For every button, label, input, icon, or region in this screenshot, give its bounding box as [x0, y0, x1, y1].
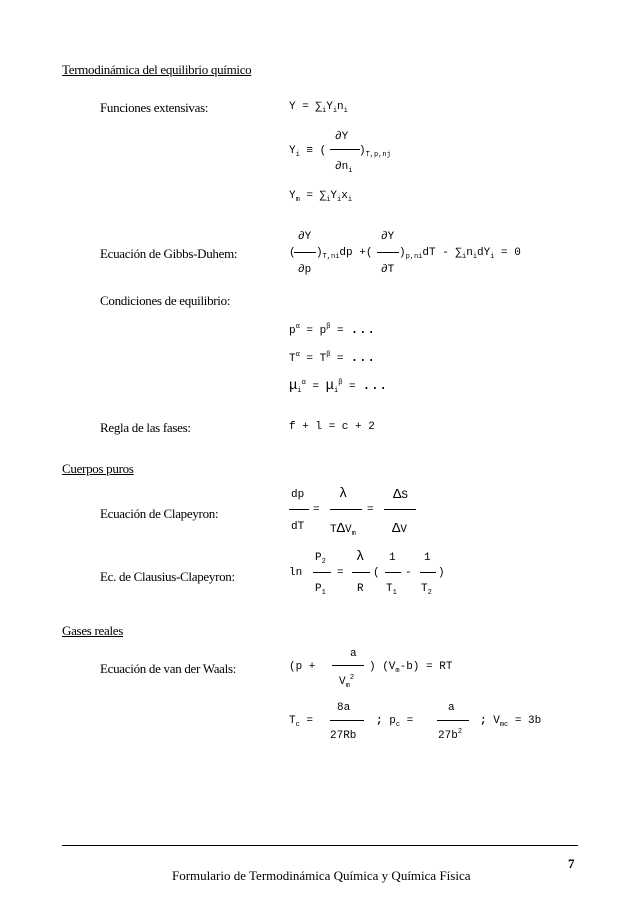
gd-open-1: ( [289, 247, 296, 259]
vdw-open: (p + [289, 661, 316, 673]
cc-minus: - [405, 567, 412, 579]
crit-den-27rb: 27Rb [330, 730, 357, 742]
label-gibbs-duhem: Ecuación de Gibbs-Duhem: [100, 246, 238, 261]
label-regla-fases: Regla de las fases: [100, 420, 191, 435]
fraction-bar [332, 665, 364, 666]
formula-yi-numerator: ∂Y [335, 131, 349, 143]
cc-den-t1: $T_1$ [386, 583, 397, 597]
crit-den-27b2: $27b^2$ [438, 728, 463, 742]
cc-num-1b: 1 [424, 552, 431, 564]
formula-y-sum: $Y = \sum_iY_in_i$ [289, 101, 348, 115]
formula-mu-equal: $\mu_i^\alpha = \mu_i^\beta$ = ... [289, 378, 388, 395]
vdw-num-a: a [350, 648, 357, 660]
label-funciones-extensivas: Funciones extensivas: [100, 100, 209, 115]
gd-tail: )$_{p,ni}dT - \sum_in_idY_i = 0$ [399, 247, 521, 261]
gd-num-1: ∂Y [298, 231, 312, 243]
fraction-bar [330, 149, 360, 150]
fraction-bar [437, 720, 469, 721]
gd-den-2: ∂T [381, 264, 395, 276]
formula-yi-close: )$_{T,p,nj}$ [359, 145, 391, 159]
clap-den-dt: dT [291, 521, 305, 533]
footer-rule [62, 845, 578, 846]
crit-tc: $T_c$ = [289, 715, 314, 729]
gd-mid: )$_{T,ni}dp$ +( [316, 247, 373, 261]
section-heading-cuerpos-puros: Cuerpos puros [62, 461, 134, 476]
section-heading-equilibrio: Termodinámica del equilibrio químico [62, 62, 252, 77]
crit-num-a: a [448, 702, 455, 714]
gd-num-2: ∂Y [381, 231, 395, 243]
clap-num-ds: ΔS [393, 487, 409, 503]
section-heading-gases-reales: Gases reales [62, 623, 124, 638]
crit-pc: ; $p_c$ = [376, 715, 414, 729]
cc-den-r: R [357, 583, 364, 595]
crit-vmc: ; $V_{mc} = 3b$ [480, 715, 542, 729]
footer-title: Formulario de Termodinámica Química y Química Física [172, 868, 471, 883]
formula-t-equal: $T^\alpha = T^\beta$ = ... [289, 350, 376, 366]
fraction-bar [330, 720, 364, 721]
fraction-bar [289, 509, 309, 510]
label-clapeyron: Ecuación de Clapeyron: [100, 506, 219, 521]
cc-den-t2: $T_2$ [421, 583, 432, 597]
page-number: 7 [568, 856, 575, 871]
fraction-bar [385, 572, 401, 573]
formula-yi-lhs: $Y_i$ ≡ ( [289, 145, 327, 159]
cc-den-p1: $P_1$ [315, 583, 326, 597]
cc-eq: = [337, 567, 344, 579]
fraction-bar [294, 252, 316, 253]
cc-close: ) [438, 567, 445, 579]
cc-ln: ln [289, 567, 303, 579]
vdw-tail: ) $(V_m-b)$ = RT [369, 661, 453, 675]
clap-den-dv: ΔV [392, 521, 408, 537]
fraction-bar [352, 572, 370, 573]
vdw-den-vm2: $V_m^2$ [339, 674, 355, 690]
label-clausius-clapeyron: Ec. de Clausius-Clapeyron: [100, 569, 235, 584]
gd-den-1: ∂p [298, 264, 312, 276]
fraction-bar [313, 572, 331, 573]
cc-num-1a: 1 [389, 552, 396, 564]
cc-open: ( [373, 567, 380, 579]
cc-num-p2: $P_2$ [315, 552, 326, 566]
label-van-der-waals: Ecuación de van der Waals: [100, 661, 237, 676]
fraction-bar [420, 572, 436, 573]
crit-num-8a: 8a [337, 702, 351, 714]
formula-yi-denominator: $\partial n_i$ [335, 161, 353, 175]
fraction-bar [330, 509, 362, 510]
clap-eq-1: = [313, 504, 320, 516]
cc-num-lambda: λ [356, 549, 365, 565]
clap-num-lambda: λ [339, 486, 348, 502]
clap-den-tdvm: $T\Delta V_m$ [330, 521, 356, 538]
clap-eq-2: = [367, 504, 374, 516]
formula-p-equal: $p^\alpha = p^\beta$ = ... [289, 322, 376, 338]
fraction-bar [384, 509, 416, 510]
clap-num-dp: dp [291, 489, 305, 501]
label-condiciones-equilibrio: Condiciones de equilibrio: [100, 293, 231, 308]
fraction-bar [377, 252, 399, 253]
formula-regla-fases: f + l = c + 2 [289, 421, 375, 433]
formula-ym: $Y_m = \sum_iY_ix_i$ [289, 190, 353, 204]
